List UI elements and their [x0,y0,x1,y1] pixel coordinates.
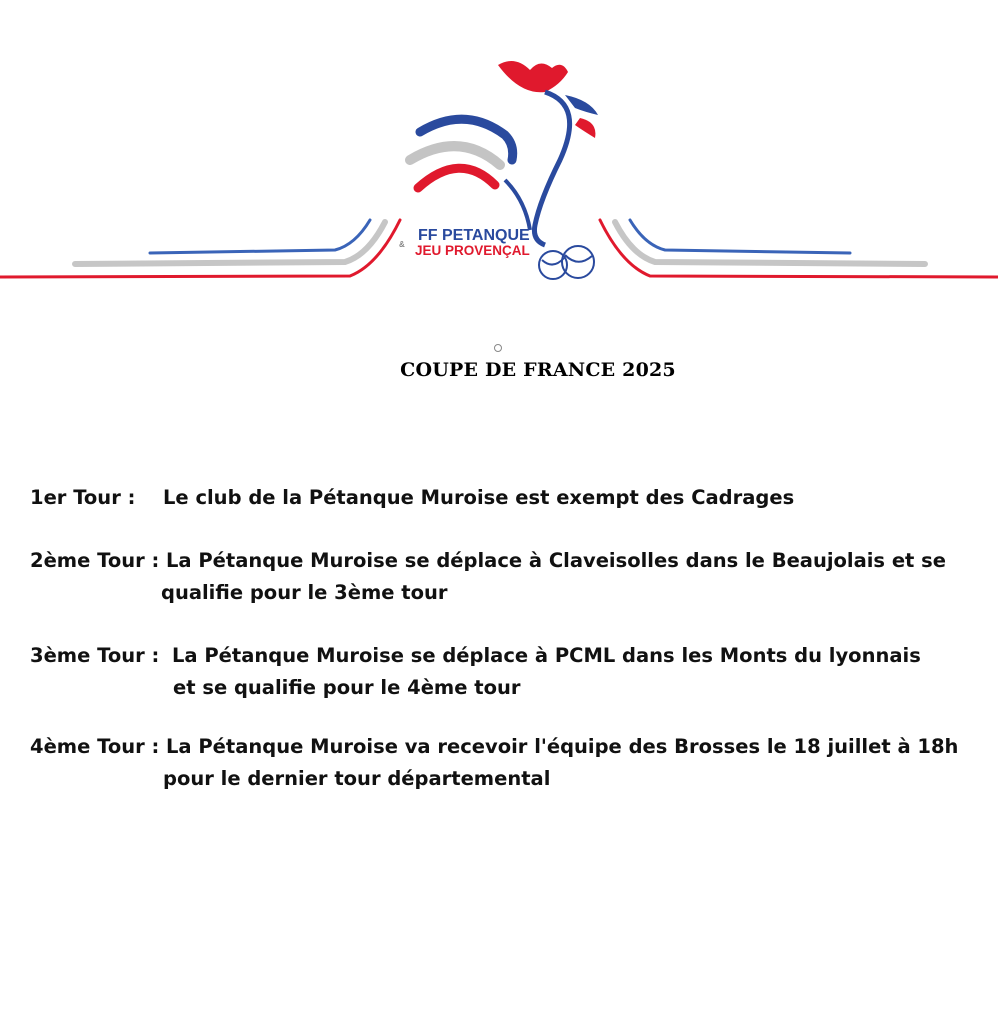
round-text-continued: pour le dernier tour départemental [163,767,551,790]
logo-amp: & [399,240,405,249]
round-text: La Pétanque Muroise se déplace à Claveisolles dans le Beaujolais et se [166,549,946,572]
rooster-tail-red [418,168,495,188]
right-swoosh-lines [600,220,998,277]
round-label: 4ème Tour : [30,735,160,758]
round-text-continued: qualifie pour le 3ème tour [161,581,448,604]
rooster-tail-grey [410,146,500,165]
logo-line1: FF PETANQUE [418,227,530,244]
round-label: 1er Tour : [30,486,136,509]
round-text: La Pétanque Muroise se déplace à PCML dans les Monts du lyonnais [172,644,921,667]
page-title: COUPE DE FRANCE 2025 [400,359,676,381]
round-label: 3ème Tour : [30,644,160,667]
rooster-comb [498,61,568,92]
round-text-continued: et se qualifie pour le 4ème tour [173,676,521,699]
left-swoosh-lines [0,220,400,277]
ff-petanque-logo [0,50,998,290]
round-label: 2ème Tour : [30,549,160,572]
round-text: La Pétanque Muroise va recevoir l'équipe des Brosses le 18 juillet à 18h [166,735,959,758]
logo-line2: JEU PROVENÇAL [415,243,530,258]
round-text: Le club de la Pétanque Muroise est exempt des Cadrages [163,486,795,509]
small-circle-mark [494,344,502,352]
petanque-boules [539,246,594,279]
rooster-neck [534,92,569,245]
